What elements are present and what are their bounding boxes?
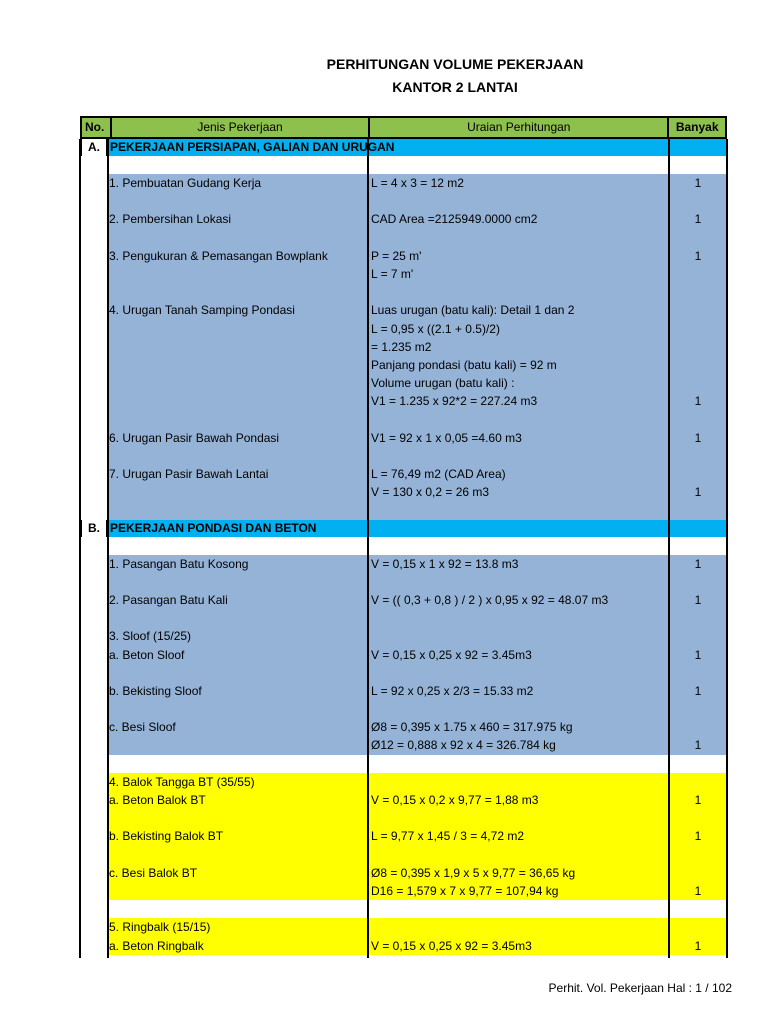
cell-no (80, 283, 108, 301)
cell-banyak (669, 755, 727, 773)
cell-no (80, 301, 108, 319)
table-row (80, 429, 727, 447)
cell-banyak (669, 265, 727, 283)
cell-banyak (669, 609, 727, 627)
cell-no (80, 736, 108, 754)
cell-uraian (368, 627, 669, 645)
cell-uraian: D16 = 1,579 x 7 x 9,77 = 107,94 kg (371, 883, 559, 898)
section-code: A. (80, 139, 108, 156)
cell-banyak: 1 (694, 176, 702, 190)
cell-banyak (669, 864, 727, 882)
cell-jenis: 1. Pembuatan Gudang Kerja (109, 176, 262, 190)
cell-uraian: V = 0,15 x 0,25 x 92 = 3.45m3 (371, 938, 532, 953)
cell-uraian: CAD Area =2125949.0000 cm2 (371, 212, 538, 227)
cell-uraian: V = 0,15 x 0,2 x 9,77 = 1,88 m3 (371, 793, 539, 807)
table-row (80, 682, 727, 700)
cell-jenis (108, 192, 368, 210)
cell-banyak (669, 501, 727, 519)
table-row (80, 174, 727, 192)
cell-jenis (108, 265, 368, 283)
cell-jenis: 2. Pasangan Batu Kali (109, 592, 228, 607)
table-row (80, 229, 727, 247)
cell-no (80, 591, 108, 609)
table-row (80, 247, 727, 265)
cell-no (80, 918, 108, 936)
cell-banyak (669, 773, 727, 791)
volume-table (80, 116, 727, 955)
cell-banyak (669, 283, 727, 301)
cell-jenis: c. Besi Sloof (109, 720, 176, 735)
cell-uraian (368, 755, 669, 773)
cell-banyak: 1 (694, 592, 702, 607)
cell-uraian (368, 410, 669, 428)
cell-jenis: 3. Sloof (15/25) (109, 629, 192, 644)
cell-jenis (108, 410, 368, 428)
table-row (80, 736, 727, 754)
cell-uraian: Volume urugan (batu kali) : (371, 376, 515, 391)
cell-banyak (669, 809, 727, 827)
cell-jenis: a. Beton Balok BT (109, 793, 206, 807)
cell-banyak (669, 718, 727, 736)
cell-no (80, 374, 108, 392)
table-row (80, 320, 727, 338)
cell-jenis (108, 483, 368, 501)
cell-no (80, 937, 108, 955)
cell-no (80, 900, 108, 918)
cell-banyak (669, 918, 727, 936)
table-row (80, 918, 727, 936)
table-row (80, 410, 727, 428)
table-row (80, 864, 727, 882)
cell-jenis (108, 755, 368, 773)
table-header (80, 116, 727, 139)
cell-banyak (669, 229, 727, 247)
cell-banyak (669, 338, 727, 356)
cell-uraian: V = 0,15 x 1 x 92 = 13.8 m3 (371, 556, 519, 571)
cell-no (80, 773, 108, 791)
section-code: B. (80, 520, 108, 537)
cell-no (80, 447, 108, 465)
cell-jenis (108, 338, 368, 356)
table-row (80, 809, 727, 827)
cell-no (80, 174, 108, 192)
cell-jenis (108, 501, 368, 519)
table-row (80, 627, 727, 645)
cell-uraian (368, 809, 669, 827)
table-row (80, 301, 727, 319)
cell-uraian (368, 773, 669, 791)
cell-jenis (108, 320, 368, 338)
cell-no (80, 392, 108, 410)
cell-banyak (669, 410, 727, 428)
cell-uraian (368, 501, 669, 519)
cell-no (80, 247, 108, 265)
cell-banyak: 1 (694, 793, 702, 807)
cell-uraian (368, 229, 669, 247)
cell-banyak: 1 (694, 829, 702, 844)
cell-no (80, 265, 108, 283)
cell-banyak: 1 (694, 683, 702, 698)
cell-no (80, 627, 108, 645)
cell-jenis (108, 900, 368, 918)
table-row (80, 882, 727, 900)
cell-uraian: L = 7 m' (371, 266, 414, 281)
table-row (80, 755, 727, 773)
table-row (80, 937, 727, 955)
cell-jenis: 4. Urugan Tanah Samping Pondasi (109, 303, 295, 318)
cell-no (80, 755, 108, 773)
table-row (80, 192, 727, 210)
title-line-2: KANTOR 2 LANTAI (392, 79, 518, 95)
table-row (80, 447, 727, 465)
cell-no (80, 791, 108, 809)
cell-no (80, 465, 108, 483)
cell-no (80, 192, 108, 210)
cell-banyak (669, 846, 727, 864)
cell-banyak (669, 356, 727, 374)
table-row (80, 591, 727, 609)
cell-jenis: 1. Pasangan Batu Kosong (109, 556, 249, 571)
cell-jenis (108, 700, 368, 718)
cell-uraian (368, 573, 669, 591)
cell-uraian: Ø8 = 0,395 x 1,9 x 5 x 9,77 = 36,65 kg (371, 865, 576, 880)
cell-banyak (669, 301, 727, 319)
table-row (80, 718, 727, 736)
cell-banyak (669, 627, 727, 645)
table-row (80, 338, 727, 356)
spacer-row (80, 537, 727, 555)
cell-no (80, 827, 108, 845)
cell-banyak (669, 320, 727, 338)
table-row (80, 283, 727, 301)
table-row (80, 646, 727, 664)
cell-jenis: b. Bekisting Balok BT (109, 829, 224, 844)
header-jenis: Jenis Pekerjaan (110, 118, 368, 137)
cell-jenis: 5. Ringbalk (15/15) (109, 920, 211, 935)
cell-no (80, 882, 108, 900)
cell-uraian (368, 447, 669, 465)
table-row (80, 356, 727, 374)
table-row (80, 465, 727, 483)
cell-banyak (669, 664, 727, 682)
table-row (80, 573, 727, 591)
cell-banyak: 1 (694, 738, 702, 753)
cell-uraian: V = 0,15 x 0,25 x 92 = 3.45m3 (371, 647, 532, 662)
cell-uraian: V = (( 0,3 + 0,8 ) / 2 ) x 0,95 x 92 = 48.07 m3 (371, 592, 609, 607)
cell-no (80, 718, 108, 736)
table-row (80, 483, 727, 501)
table-row (80, 773, 727, 791)
cell-no (80, 573, 108, 591)
cell-no (80, 356, 108, 374)
cell-banyak: 1 (694, 647, 702, 662)
cell-banyak (669, 700, 727, 718)
cell-jenis (108, 882, 368, 900)
cell-no (80, 700, 108, 718)
cell-jenis: 2. Pembersihan Lokasi (109, 212, 232, 227)
cell-jenis: 6. Urugan Pasir Bawah Pondasi (109, 430, 280, 445)
title-line-1: PERHITUNGAN VOLUME PEKERJAAN (326, 56, 584, 72)
cell-jenis: a. Beton Ringbalk (109, 938, 204, 953)
section-row (80, 139, 727, 156)
cell-banyak: 1 (694, 394, 702, 409)
cell-uraian (368, 609, 669, 627)
cell-jenis (108, 846, 368, 864)
cell-uraian (368, 846, 669, 864)
cell-uraian (368, 664, 669, 682)
cell-uraian: L = 0,95 x ((2.1 + 0.5)/2) (371, 321, 500, 336)
header-no: No. (85, 120, 105, 134)
table-row (80, 700, 727, 718)
cell-no (80, 483, 108, 501)
section-title: PEKERJAAN PONDASI DAN BETON (110, 520, 317, 535)
spacer-row (80, 156, 727, 174)
cell-jenis (108, 374, 368, 392)
cell-banyak (669, 374, 727, 392)
cell-uraian: V1 = 92 x 1 x 0,05 =4.60 m3 (371, 430, 522, 445)
cell-uraian: V = 130 x 0,2 = 26 m3 (371, 485, 490, 500)
table-row (80, 609, 727, 627)
cell-no (80, 555, 108, 573)
header-uraian: Uraian Perhitungan (368, 118, 667, 137)
cell-uraian: P = 25 m' (371, 248, 422, 263)
cell-no (80, 410, 108, 428)
cell-no (80, 846, 108, 864)
table-row (80, 265, 727, 283)
cell-uraian: L = 4 x 3 = 12 m2 (371, 176, 464, 190)
cell-no (80, 501, 108, 519)
cell-no (80, 210, 108, 228)
page-footer: Perhit. Vol. Pekerjaan Hal : 1 / 102 (548, 981, 732, 995)
cell-no (80, 664, 108, 682)
table-row (80, 555, 727, 573)
table-row (80, 900, 727, 918)
cell-jenis (108, 283, 368, 301)
cell-banyak: 1 (694, 212, 702, 227)
cell-no (80, 320, 108, 338)
cell-banyak: 1 (694, 485, 702, 500)
table-row (80, 501, 727, 519)
document-title (0, 54, 768, 100)
cell-jenis (108, 573, 368, 591)
cell-no (80, 429, 108, 447)
section-row (80, 520, 727, 537)
table-row (80, 210, 727, 228)
cell-jenis: 7. Urugan Pasir Bawah Lantai (109, 467, 269, 481)
cell-jenis (108, 229, 368, 247)
table-row (80, 827, 727, 845)
cell-no (80, 864, 108, 882)
cell-uraian (368, 192, 669, 210)
cell-banyak (669, 465, 727, 483)
cell-jenis: 4. Balok Tangga BT (35/55) (109, 774, 255, 789)
cell-uraian: L = 9,77 x 1,45 / 3 = 4,72 m2 (371, 829, 524, 844)
cell-banyak (669, 447, 727, 465)
table-row (80, 664, 727, 682)
table-row (80, 846, 727, 864)
cell-banyak: 1 (694, 556, 702, 571)
header-banyak: Banyak (667, 118, 725, 137)
cell-banyak: 1 (694, 430, 702, 445)
cell-uraian (368, 700, 669, 718)
cell-jenis (108, 736, 368, 754)
cell-jenis (108, 809, 368, 827)
table-row (80, 791, 727, 809)
cell-uraian (368, 283, 669, 301)
cell-uraian: V1 = 1.235 x 92*2 = 227.24 m3 (371, 394, 538, 409)
cell-uraian (368, 918, 669, 936)
cell-uraian (368, 900, 669, 918)
cell-uraian: L = 76,49 m2 (CAD Area) (371, 467, 506, 481)
cell-uraian: Luas urugan (batu kali): Detail 1 dan 2 (371, 303, 575, 318)
cell-jenis: a. Beton Sloof (109, 647, 185, 662)
cell-no (80, 338, 108, 356)
cell-banyak (669, 900, 727, 918)
cell-no (80, 809, 108, 827)
cell-uraian: Panjang pondasi (batu kali) = 92 m (371, 357, 557, 372)
cell-no (80, 609, 108, 627)
table-row (80, 392, 727, 410)
cell-jenis (108, 392, 368, 410)
cell-jenis (108, 356, 368, 374)
cell-uraian: Ø8 = 0,395 x 1.75 x 460 = 317.975 kg (371, 720, 573, 735)
cell-uraian: Ø12 = 0,888 x 92 x 4 = 326.784 kg (371, 738, 556, 753)
cell-uraian: L = 92 x 0,25 x 2/3 = 15.33 m2 (371, 683, 534, 698)
cell-jenis (108, 664, 368, 682)
cell-no (80, 229, 108, 247)
cell-banyak: 1 (694, 938, 702, 953)
cell-no (80, 682, 108, 700)
cell-jenis (108, 609, 368, 627)
cell-jenis (108, 447, 368, 465)
table-row (80, 374, 727, 392)
cell-jenis: c. Besi Balok BT (109, 865, 198, 880)
cell-no (80, 646, 108, 664)
cell-banyak (669, 573, 727, 591)
cell-jenis: 3. Pengukuran & Pemasangan Bowplank (109, 248, 328, 263)
cell-uraian: = 1.235 m2 (371, 339, 432, 354)
cell-banyak: 1 (694, 883, 702, 898)
cell-banyak (669, 192, 727, 210)
cell-banyak: 1 (694, 248, 702, 263)
cell-jenis: b. Bekisting Sloof (109, 683, 202, 698)
section-title: PEKERJAAN PERSIAPAN, GALIAN DAN URUGAN (110, 140, 395, 154)
